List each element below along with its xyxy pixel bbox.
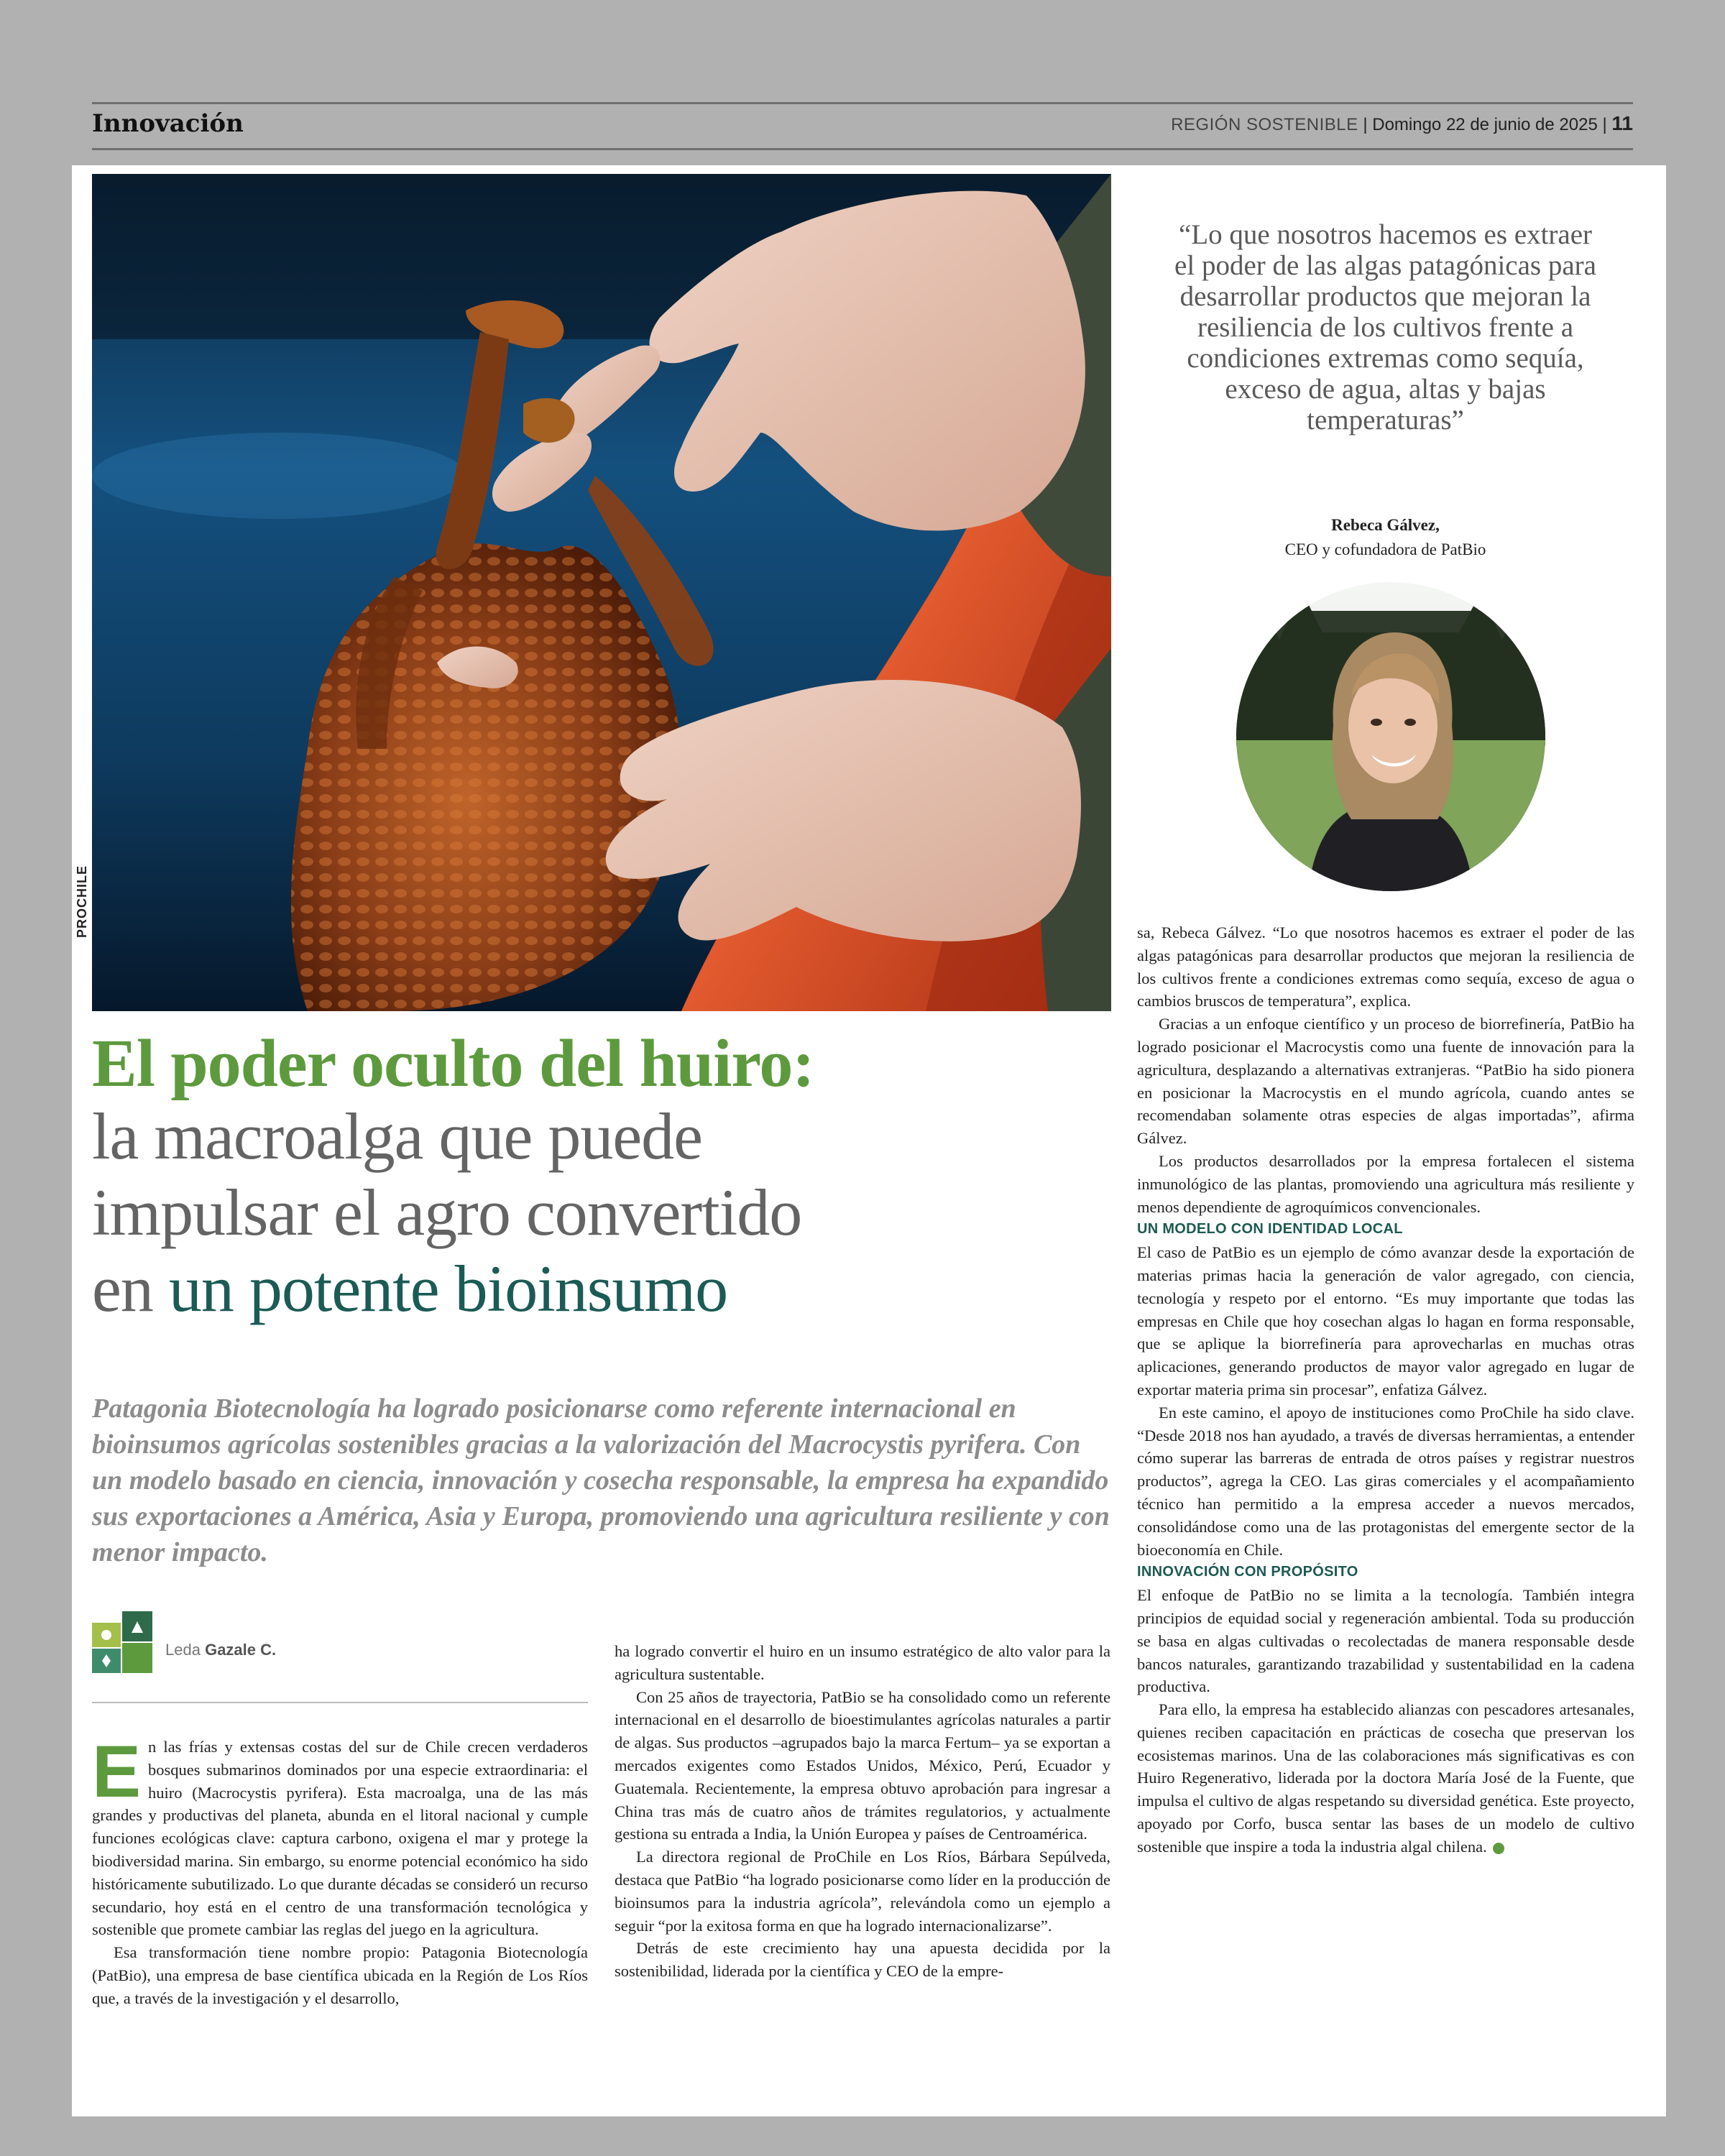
end-mark-icon (1493, 1843, 1504, 1854)
body-paragraph: En este camino, el apoyo de instituciones como ProChile ha sido clave. “Desde 2018 nos han ayudado, a través de diversas herramientas, a entender cómo superar las barreras de entrada de otros países y registrar nuestros productos”, agrega la CEO. Las giras comerciales y el acompañamiento técnico han permitido a la empresa acceder a nuevos mercados, consolidándose como una de las protagonistas del emergente sector de la bioeconomía en Chile. (1137, 1403, 1634, 1559)
body-paragraph: ha logrado convertir el huiro en un insumo estratégico de alto valor para la agricultura sustentable. (615, 1642, 1110, 1683)
drop-cap: E (92, 1731, 142, 1812)
headline-line-4-highlight: un potente bioinsumo (168, 1252, 728, 1325)
section-logo-icon (92, 1611, 152, 1673)
subheading-local-identity: UN MODELO CON IDENTIDAD LOCAL (1137, 1221, 1403, 1238)
header-top-rule (92, 102, 1633, 104)
body-paragraph: sa, Rebeca Gálvez. “Lo que nosotros hacemos es extraer el poder de las algas patagónicas para desarrollar productos que mejoran la resiliencia de los cultivos frente a condiciones extremas como sequía, exceso de agua o cambios bruscos de temperatura”, explica. (1137, 923, 1634, 1010)
issue-date: Domingo 22 de junio de 2025 (1372, 115, 1598, 134)
pull-quote: “Lo que nosotros hacemos es extraer el poder de las algas patagónicas para desarrollar productos que mejoran la resiliencia de los cultivos frente a condiciones extremas como sequía, exceso de agua, altas y bajas temperaturas” (1174, 219, 1596, 436)
author-byline (165, 1641, 276, 1659)
kelp-photo-illustration (92, 174, 1111, 1011)
page-number: 11 (1611, 112, 1633, 134)
headline-line-4 (92, 1250, 1113, 1327)
headline-line-2: la macroalga que puede (92, 1100, 702, 1173)
body-paragraph: Los productos desarrollados por la empresa fortalecen el sistema inmunológico de las plantas, promoviendo una agricultura más resiliente y menos dependiente de agroquímicos convencionales. (1137, 1151, 1634, 1216)
portrait-illustration (1236, 582, 1545, 891)
body-paragraph (1137, 1698, 1634, 1858)
portrait-photo (1236, 582, 1545, 891)
author-last-name: Gazale C. (205, 1641, 277, 1659)
body-paragraph: Gracias a un enfoque científico y un proceso de biorrefinería, PatBio ha logrado posicionar el Macrocystis como una fuente de innovación para la agricultura, desplazando a alternativas extranjeras. “PatBio ha sido pionera en posicionar la Macrocystis en el mundo agrícola, cuando antes se recomendaban solamente otras especies de algas importadas”, afirma Gálvez. (1137, 1015, 1634, 1148)
body-paragraph: Esa transformación tiene nombre propio: Patagonia Biotecnología (PatBio), una empresa de base científica ubicada en la Región de Los Ríos que, a través de la investigación y el desarrollo, (92, 1943, 588, 2007)
quote-author-role: CEO y cofundadora de PatBio (1284, 540, 1486, 558)
author-first-name: Leda (165, 1641, 201, 1659)
header-bottom-rule (92, 148, 1633, 150)
photo-credit: PROCHILE (75, 865, 89, 938)
publication-name: REGIÓN SOSTENIBLE (1171, 115, 1358, 134)
headline-line-4-prefix: en (92, 1252, 169, 1325)
header-meta: REGIÓN SOSTENIBLE | Domingo 22 de junio de 2025 | 11 (1171, 112, 1633, 134)
body-column-2 (615, 1640, 1110, 1983)
section-title: Innovación (92, 109, 244, 138)
body-paragraph (92, 1731, 588, 1941)
body-paragraph: El enfoque de PatBio no se limita a la tecnología. También integra principios de equidad social y regeneración ambiental. Toda su producción se basa en algas cultivadas o recolectadas de manera responsable desde bancos naturales, garantizando trazabilidad y sustentabilidad en la cadena productiva. (1137, 1586, 1634, 1696)
body-paragraph: Detrás de este crecimiento hay una apuesta decidida por la sostenibilidad, liderada por la científica y CEO de la empre- (615, 1939, 1110, 1981)
body-column-3 (1137, 921, 1634, 1858)
body-paragraph: El caso de PatBio es un ejemplo de cómo avanzar desde la exportación de materias primas hacia la generación de valor agregado, con ciencia, tecnología y respeto por el entorno. “Es muy importante que todas las empresas en Chile que hoy cosechan algas lo hagan en forma responsable, que se aplique la biorrefinería para aprovecharlas en muchas otras aplicaciones, generando productos de mayor valor agregado en lugar de exportar materia prima sin procesar”, enfatiza Gálvez. (1137, 1243, 1634, 1399)
headline (92, 1026, 1113, 1327)
subheading-purpose: INNOVACIÓN CON PROPÓSITO (1137, 1564, 1358, 1580)
body-column-1 (92, 1731, 588, 2010)
body-paragraph-text: n las frías y extensas costas del sur de Chile crecen verdaderos bosques submarinos dominados por una especie extraordinaria: el huiro (Macrocystis pyrifera). Esta macroalga, una de las más grandes y productivas del planeta, abunda en el litoral nacional y cumple funciones ecológicas clave: captura carbono, oxigena el mar y protege la biodiversidad marina. Sin embargo, su enorme potencial económico ha sido históricamente subutilizado. Lo que durante décadas se consideró un recurso secundario, hoy está en el centro de una transformación tecnológica y sostenible que promete cambiar las reglas del juego en la agricultura. (92, 1738, 588, 1939)
body-paragraph: Con 25 años de trayectoria, PatBio se ha consolidado como un referente internacional en el desarrollo de bioestimulantes agrícolas naturales a partir de algas. Sus productos –agrupados bajo la marca Fertum– ya se exportan a mercados exigentes como Estados Unidos, México, Perú, Ecuador y Guatemala. Recientemente, la empresa obtuvo aprobación para ingresar a China tras más de cuatro años de trámites regulatorios, y actualmente gestiona su entrada a India, la Unión Europea y países de Centroamérica. (615, 1687, 1110, 1843)
column-rule (92, 1702, 588, 1703)
headline-line-3: impulsar el agro convertido (92, 1176, 802, 1249)
headline-line-1: El poder oculto del huiro: (92, 1026, 814, 1101)
body-paragraph: La directora regional de ProChile en Los Ríos, Bárbara Sepúlveda, destaca que PatBio “ha logrado posicionarse como líder en la producción de bioinsumos para la industria agrícola”, relevándola como un ejemplo a seguir “por la exitosa forma en que ha logrado internacionalizarse”. (615, 1848, 1110, 1935)
quote-author-name: Rebeca Gálvez, (1331, 516, 1440, 534)
hero-photo-kelp-hands (92, 174, 1111, 1011)
body-paragraph-text: Para ello, la empresa ha establecido alianzas con pescadores artesanales, quienes reciben capacitación en prácticas de cosecha que preservan los ecosistemas marinos. Una de las colaboraciones más significativas es con Huiro Regenerativo, liderada por la doctora María José de la Fuente, que impulsa el cultivo de algas respetando su diversidad genética. Este proyecto, apoyado por Corfo, busca sentar las bases de un modelo de cultivo sostenible que inspire a toda la industria algal chilena. (1137, 1700, 1634, 1856)
lead-paragraph: Patagonia Biotecnología ha logrado posicionarse como referente internacional en bioinsumos agrícolas sostenibles gracias a la valorización del Macrocystis pyrifera. Con un modelo basado en ciencia, innovación y cosecha responsable, la empresa ha expandido sus exportaciones a América, Asia y Europa, promoviendo una agricultura resiliente y con menor impacto. (92, 1393, 1110, 1567)
